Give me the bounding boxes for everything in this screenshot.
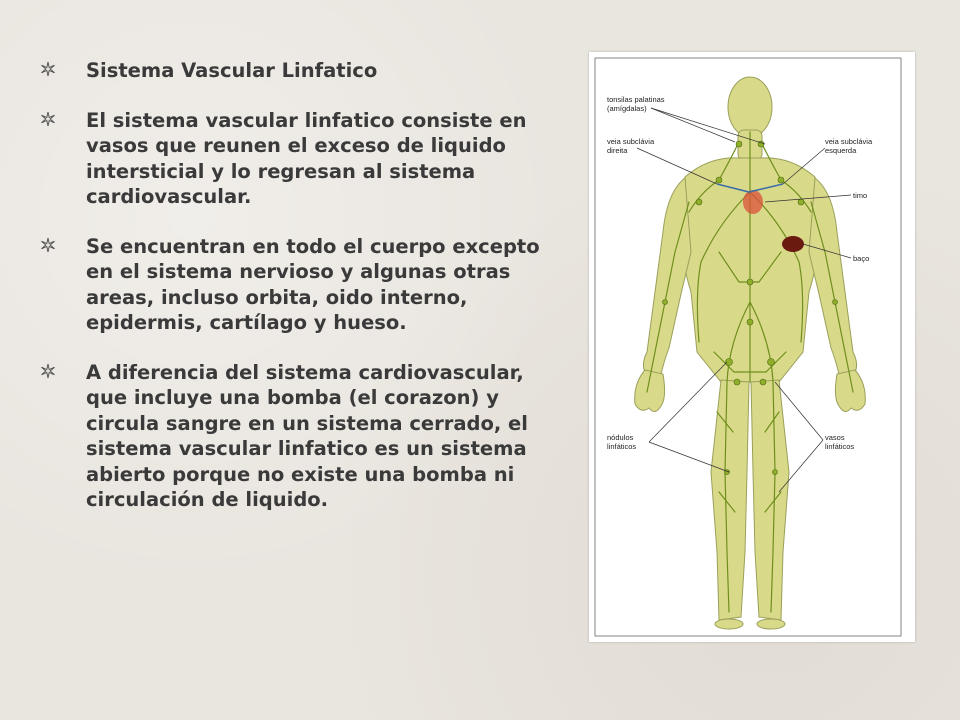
bullet-comparison [40, 360, 570, 513]
label-lymph-nodes: nódulos [607, 433, 634, 442]
label-spleen: baço [853, 254, 870, 263]
thymus-heart-area [743, 190, 763, 214]
label-right-subclavian-vein-sub: direita [607, 146, 628, 155]
label-tonsils-sub: (amígdalas) [607, 104, 647, 113]
label-lymph-vessels: vasos [825, 433, 845, 442]
spleen-organ [782, 236, 804, 252]
label-tonsils: tonsilas palatinas [607, 95, 665, 104]
bullet-list [40, 58, 570, 537]
label-left-subclavian-vein-sub: esquerda [825, 146, 857, 155]
label-right-subclavian-vein: veia subclávia [607, 137, 655, 146]
bullet-definition [40, 108, 570, 210]
label-thymus: timo [853, 191, 868, 200]
label-lymph-vessels-sub: linfáticos [825, 442, 855, 451]
star-bullet-icon [40, 61, 56, 77]
bullet-text: El sistema vascular linfatico consiste en vasos que reunen el exceso de liquido intersticial y lo regresan al sistema cardiovascular. [86, 108, 527, 208]
bullet-text: A diferencia del sistema cardiovascular, que incluye una bomba (el corazon) y circula sangre en un sistema cerrado, el sistema vascular linfatico es un sistema abierto porque no existe una bomba ni circulación de liquido. [86, 360, 528, 511]
bullet-location [40, 234, 570, 336]
label-left-subclavian-vein: veia subclávia [825, 137, 873, 146]
star-bullet-icon [40, 237, 56, 253]
bullet-text: Sistema Vascular Linfatico [86, 59, 378, 82]
star-bullet-icon [40, 111, 56, 127]
star-bullet-icon [40, 363, 56, 379]
lymphatic-system-figure [589, 52, 915, 642]
lymphatic-illustration [589, 52, 915, 642]
label-lymph-nodes-sub: linfáticos [607, 442, 637, 451]
bullet-title [40, 58, 570, 84]
bullet-text: Se encuentran en todo el cuerpo excepto en el sistema nervioso y algunas otras areas, incluso orbita, oido interno, epidermis, cartílago y hueso. [86, 234, 540, 334]
